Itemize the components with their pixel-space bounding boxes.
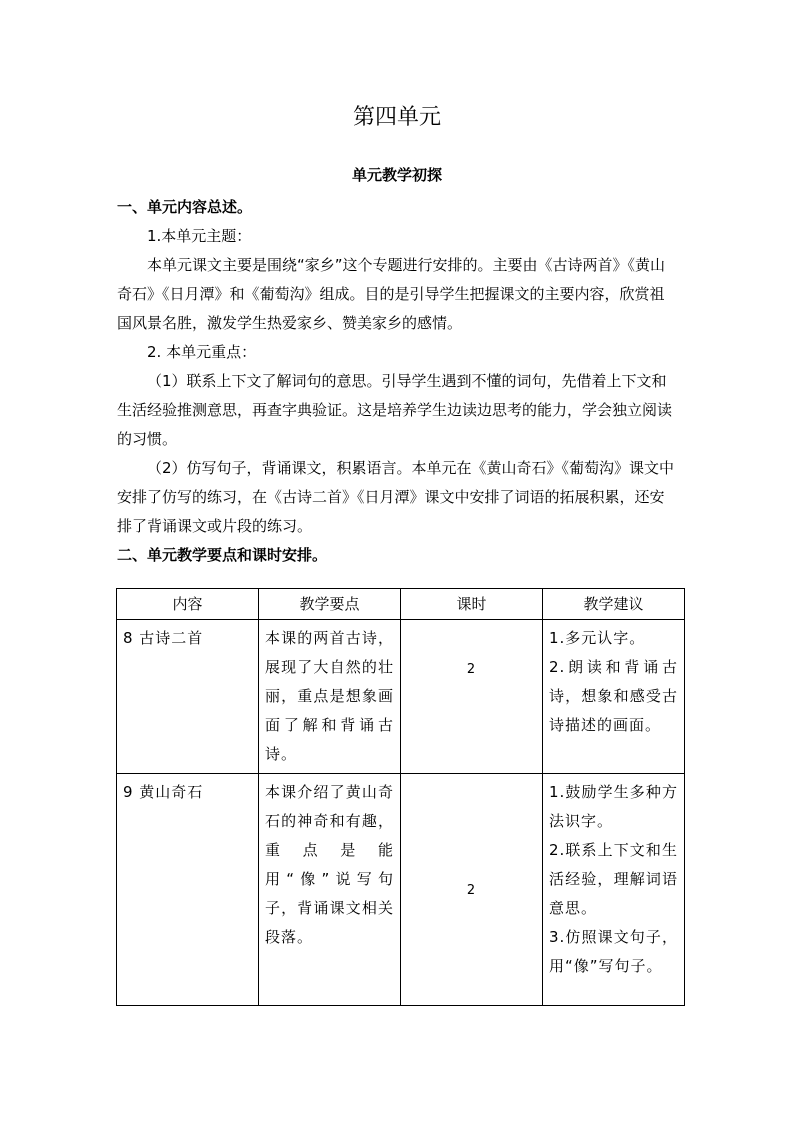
cell-suggestions	[543, 774, 685, 1006]
item2-point2: （2）仿写句子，背诵课文，积累语言。本单元在《黄山奇石》《葡萄沟》课文中安排了仿写的练习，在《古诗二首》《日月潭》课文中安排了词语的拓展积累，还安排了背诵课文或片段的练习。	[117, 459, 675, 535]
table-header-row	[117, 589, 685, 620]
suggestion-item: 2.联系上下文和生活经验，理解词语意思。	[549, 841, 678, 917]
header-hours: 课时	[401, 589, 543, 620]
item1-label: 1.本单元主题：	[147, 227, 252, 245]
item2-point1: （1）联系上下文了解词句的意思。引导学生遇到不懂的词句，先借着上下文和生活经验推测意思，再查字典验证。这是培养学生边读边思考的能力，学会独立阅读的习惯。	[117, 372, 673, 448]
header-suggestions: 教学建议	[543, 589, 685, 620]
section1-heading: 一、单元内容总述。	[117, 198, 253, 216]
cell-content: 8 古诗二首	[117, 620, 259, 774]
cell-suggestions	[543, 620, 685, 774]
cell-hours: 2	[401, 774, 543, 1006]
cell-hours: 2	[401, 620, 543, 774]
item1-body: 本单元课文主要是围绕“家乡”这个专题进行安排的。主要由《古诗两首》《黄山奇石》《日月潭》和《葡萄沟》组成。目的是引导学生把握课文的主要内容，欣赏祖国风景名胜，激发学生热爱家乡、赞美家乡的感情。	[117, 256, 666, 332]
cell-points: 本课的两首古诗，展现了大自然的壮丽，重点是想象画面了解和背诵古诗。	[259, 620, 401, 774]
section2-heading: 二、单元教学要点和课时安排。	[117, 546, 328, 564]
cell-content: 9 黄山奇石	[117, 774, 259, 1006]
table-row	[117, 774, 685, 1006]
header-content: 内容	[117, 589, 259, 620]
suggestion-item: 1.鼓励学生多种方法识字。	[549, 783, 678, 830]
page-title: 第四单元	[352, 105, 441, 130]
cell-points: 本课介绍了黄山奇石的神奇和有趣，重点是能用“像”说写句子，背诵课文相关段落。	[259, 774, 401, 1006]
suggestion-item: 2.朗读和背诵古诗，想象和感受古诗描述的画面。	[549, 658, 678, 734]
page-subtitle: 单元教学初探	[351, 166, 442, 184]
suggestion-item: 1.多元认字。	[549, 629, 646, 647]
header-points: 教学要点	[259, 589, 401, 620]
unit-overview	[117, 193, 677, 570]
table-row	[117, 620, 685, 774]
suggestion-item: 3.仿照课文句子，用“像”写句子。	[549, 928, 678, 975]
item2-label: 2. 本单元重点：	[147, 343, 257, 361]
lesson-plan-table	[116, 588, 685, 1006]
